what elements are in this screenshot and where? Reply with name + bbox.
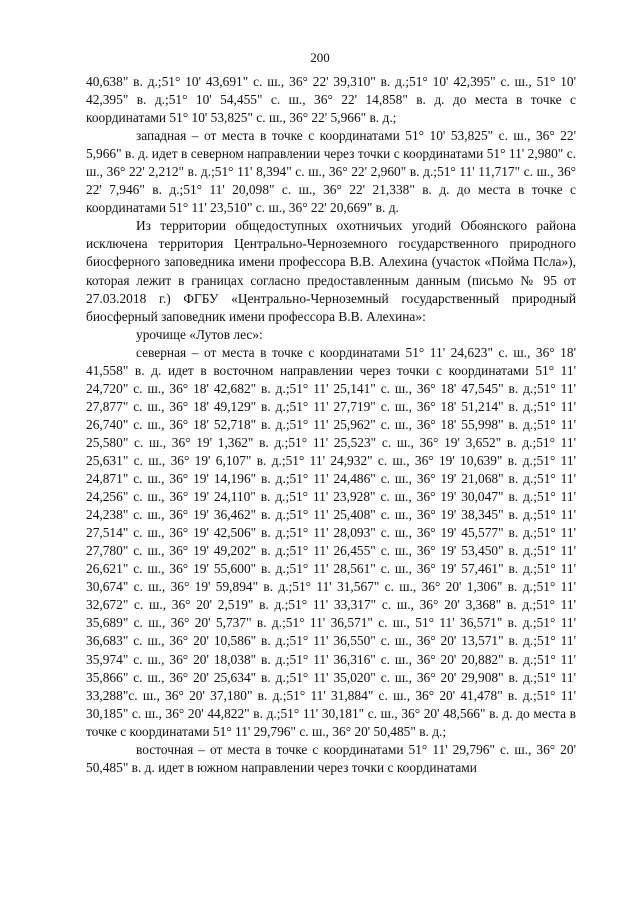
page-number: 200 <box>310 50 330 65</box>
paragraph-east-boundary-end: 40,638" в. д.;51° 10' 43,691" с. ш., 36° 22' 39,310" в. д.;51° 10' 42,395" с. ш., 51° 10' 42,395" в. д.;51° 10' 54,455" с. ш., 36° 22' 14,858" в. д. до места в точке с координатами 51° 10' 53,825" с. ш., 36° 22' 5,966" в. д.; <box>86 74 576 126</box>
paragraph-west-boundary: западная – от места в точке с координатами 51° 10' 53,825" с. ш., 36° 22' 5,966" в. д. идет в северном направлении через точки с координатами 51° 11' 2,980" с. ш., 36° 22' 2,212" в. д.;51° 11' 8,394" с. ш., 36° 22' 2,960" в. д.;51° 11' 11,717" с. ш., 36° 22' 7,946" в. д.;51° 11' 20,098" с. ш., 36° 22' 21,338" в. д. до места в точке с координатами 51° 11' 23,510" с. ш., 36° 22' 20,669" в. д. <box>86 128 576 216</box>
paragraph-east-boundary-start: восточная – от места в точке с координатами 51° 11' 29,796" с. ш., 36° 20' 50,485" в. д. идет в южном направлении через точки с координатами <box>86 741 576 775</box>
document-body <box>86 73 576 777</box>
paragraph-reserve-exclusion: Из территории общедоступных охотничьих угодий Обоянского района исключена территория Центрально-Черноземного государственного природного биосферного заповедника имени профессора В.В. Алехина (участок «Пойма Псла»), которая лежит в границах согласно предоставленным данным (письмо № 95 от 27.03.2018 г.) ФГБУ «Центрально-Черноземный государственный природный биосферный заповедник имени профессора В.В. Алехина»: <box>86 218 576 324</box>
paragraph-north-boundary: северная – от места в точке с координатами 51° 11' 24,623" с. ш., 36° 18' 41,558" в. д. идет в восточном направлении через точки с координатами 51° 11' 24,720" с. ш., 36° 18' 42,682" в. д.;51° 11' 25,141" с. ш., 36° 18' 47,545" в. д.;51° 11' 27,877" с. ш., 36° 18' 49,129" в. д.;51° 11' 27,719" с. ш., 36° 18' 51,214" в. д.;51° 11' 26,740" с. ш., 36° 18' 52,718" в. д.;51° 11' 25,962" с. ш., 36° 18' 55,998" в. д.;51° 11' 25,580" с. ш., 36° 19' 1,362" в. д.;51° 11' 25,523" с. ш., 36° 19' 3,652" в. д.;51° 11' 25,631" с. ш., 36° 19' 6,107" в. д.;51° 11' 24,932" с. ш., 36° 19' 10,639" в. д.;51° 11' 24,871" с. ш., 36° 19' 14,196" в. д.;51° 11' 24,486" с. ш., 36° 19' 21,068" в. д.;51° 11' 24,256" с. ш., 36° 19' 24,110" в. д.;51° 11' 23,928" с. ш., 36° 19' 30,047" в. д.;51° 11' 24,238" с. ш., 36° 19' 36,462" в. д.;51° 11' 25,408" с. ш., 36° 19' 38,345" в. д.;51° 11' 27,514" с. ш., 36° 19' 42,506" в. д.;51° 11' 28,093" с. ш., 36° 19' 45,577" в. д.;51° 11' 27,780" с. ш., 36° 19' 49,202" в. д.;51° 11' 26,455" с. ш., 36° 19' 53,450" в. д.;51° 11' 26,621" с. ш., 36° 19' 55,600" в. д.;51° 11' 28,561" с. ш., 36° 19' 57,461" в. д.;51° 11' 30,674" с. ш., 36° 19' 59,894" в. д.;51° 11' 31,567" с. ш., 36° 20' 1,306" в. д.;51° 11' 32,672" с. ш., 36° 20' 2,519" в. д.;51° 11' 33,317" с. ш., 36° 20' 3,368" в. д.;51° 11' 35,689" с. ш., 36° 20' 5,737" в. д.;51° 11' 36,571" с. ш., 51° 11' 36,571" в. д.;51° 11' 36,683" с. ш., 36° 20' 10,586" в. д.;51° 11' 36,550" с. ш., 36° 20' 13,571" в. д.;51° 11' 35,974" с. ш., 36° 20' 18,038" в. д.;51° 11' 36,316" с. ш., 36° 20' 20,882" в. д.;51° 11' 35,866" с. ш., 36° 20' 25,634" в. д.;51° 11' 35,020" с. ш., 36° 20' 29,908" в. д.;51° 11' 33,288"с. ш., 36° 20' 37,180" в. д.;51° 11' 31,884" с. ш., 36° 20' 41,478" в. д.;51° 11' 30,185" с. ш., 36° 20' 44,822" в. д.;51° 11' 30,181" с. ш., 36° 20' 48,566" в. д. до места в точке с координатами 51° 11' 29,796" с. ш., 36° 20' 50,485" в. д.; <box>86 344 576 739</box>
paragraph-tract-heading: урочище «Лутов лес»: <box>136 326 263 342</box>
